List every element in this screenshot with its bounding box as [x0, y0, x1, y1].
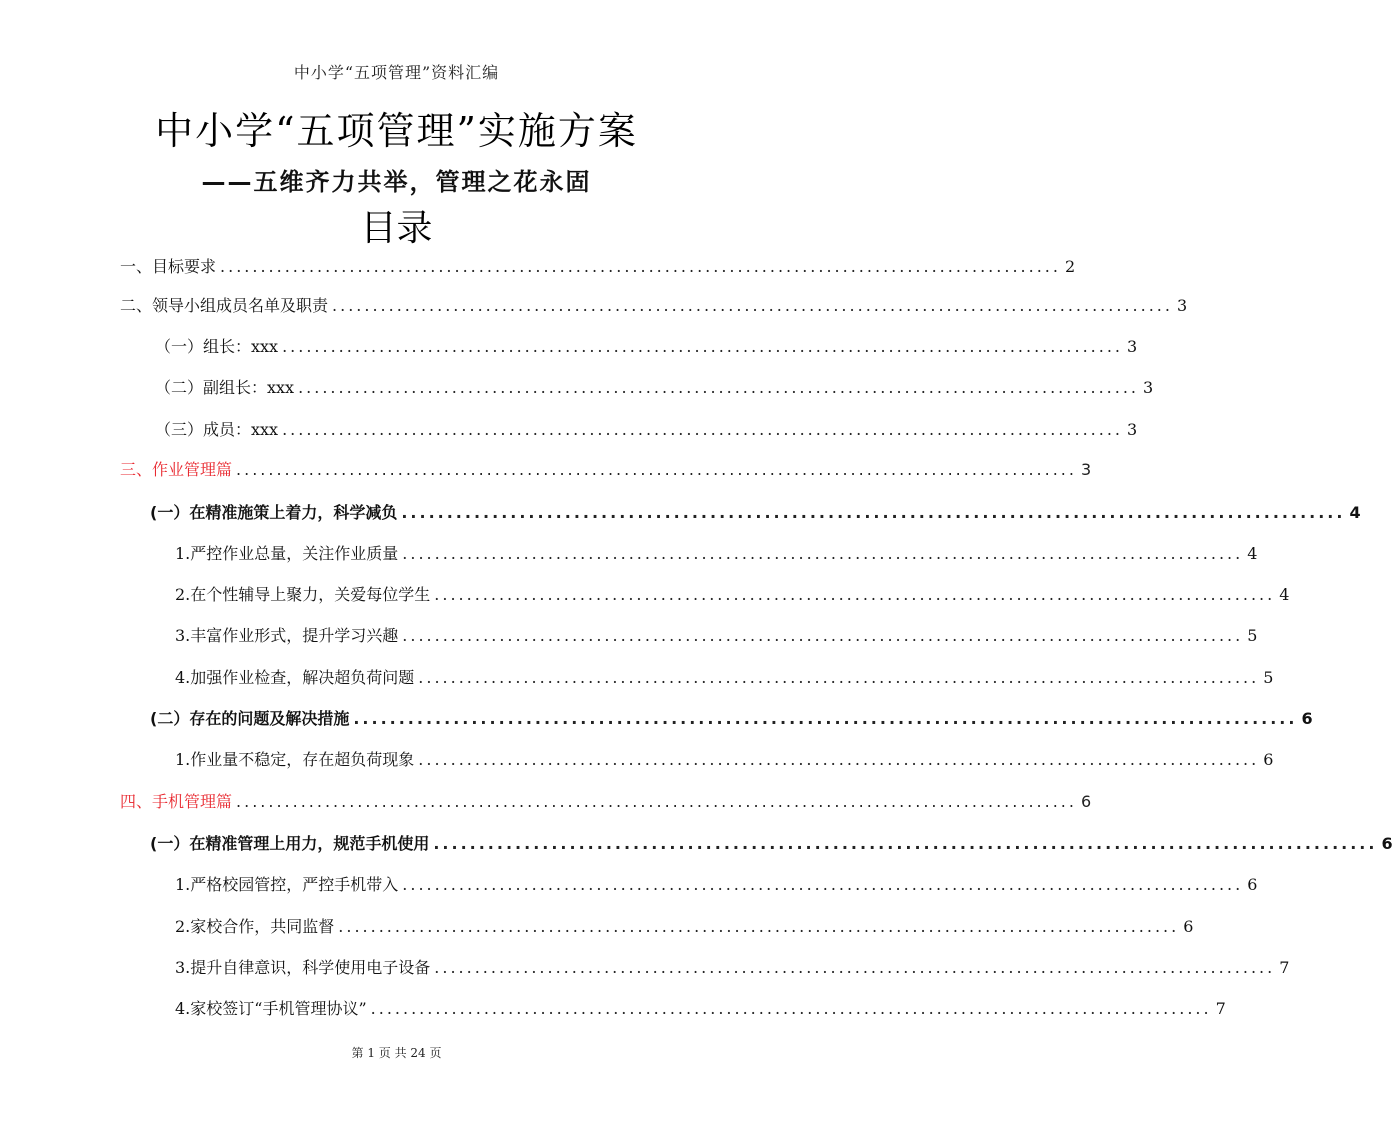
toc-entry-label: 1.严控作业总量，关注作业质量 [175, 544, 399, 563]
toc-leader-dots: ........................................................................................................ [418, 750, 1260, 769]
toc-entry-page: 6 [1247, 875, 1258, 894]
toc-entry-page: 3 [1176, 296, 1188, 315]
toc-leader-dots: ........................................................................................................ [236, 792, 1077, 811]
toc-entry-label: 2.家校合作，共同监督 [175, 917, 335, 936]
toc-entry-label: (一）在精准管理上用力，规范手机使用 [150, 834, 430, 853]
toc-section-entry[interactable] [120, 458, 1092, 482]
toc-entry[interactable] [175, 956, 1290, 980]
toc-entry-page: 3 [1143, 378, 1154, 397]
toc-entry[interactable] [150, 832, 1393, 856]
toc-leader-dots: ........................................................................................................ [434, 585, 1276, 604]
toc-leader-dots: ........................................................................................................ [370, 999, 1212, 1018]
toc-entry-label: 2.在个性辅导上聚力，关爱每位学生 [175, 585, 431, 604]
toc-entry[interactable] [175, 666, 1274, 690]
toc-entry-page: 5 [1247, 626, 1258, 645]
toc-entry-label: 四、手机管理篇 [120, 792, 233, 811]
toc-entry-label: 3.提升自律意识，科学使用电子设备 [175, 958, 431, 977]
toc-entry[interactable] [155, 376, 1154, 400]
toc-entry-label: 1.作业量不稳定，存在超负荷现象 [175, 750, 415, 769]
toc-entry-label: 一、目标要求 [120, 257, 217, 276]
toc-entry-page: 6 [1263, 750, 1274, 769]
toc-entry[interactable] [155, 418, 1138, 442]
toc-entry-page: 6 [1301, 709, 1313, 728]
toc-entry-page: 7 [1215, 999, 1226, 1018]
toc-entry-label: (二）存在的问题及解决措施 [150, 709, 350, 728]
toc-leader-dots: ........................................................................................................ [298, 378, 1140, 397]
toc-entry-page: 4 [1247, 544, 1258, 563]
page-header: 中小学“五项管理”资料汇编 [293, 63, 500, 82]
toc-entry-label: 1.严格校园管控，严控手机带入 [175, 875, 399, 894]
toc-entry[interactable] [175, 997, 1226, 1021]
toc-entry[interactable] [175, 915, 1194, 939]
toc-section-entry[interactable] [120, 790, 1092, 814]
toc-entry-label: 3.丰富作业形式，提升学习兴趣 [175, 626, 399, 645]
toc-entry-label: （三）成员：xxx [155, 420, 279, 439]
toc-leader-dots: ........................................................................................................ [401, 503, 1346, 522]
toc-entry-label: （二）副组长：xxx [155, 378, 295, 397]
toc-entry-page: 7 [1279, 958, 1290, 977]
toc-leader-dots: ........................................................................................................ [236, 460, 1077, 479]
toc-leader-dots: ........................................................................................................ [220, 257, 1061, 276]
toc-entry[interactable] [150, 707, 1313, 731]
toc-leader-dots: ........................................................................................................ [434, 958, 1276, 977]
toc-entry[interactable] [175, 873, 1258, 897]
toc-entry-label: 4.家校签订“手机管理协议” [175, 999, 367, 1018]
toc-entry-page: 4 [1279, 585, 1290, 604]
toc-entry[interactable] [155, 335, 1138, 359]
toc-entry[interactable] [120, 255, 1076, 279]
toc-leader-dots: ........................................................................................................ [332, 296, 1173, 315]
toc-entry-page: 3 [1127, 337, 1138, 356]
toc-entry-label: （一）组长：xxx [155, 337, 279, 356]
toc-leader-dots: ........................................................................................................ [402, 626, 1244, 645]
document-subtitle: ——五维齐力共举，管理之花永固 [201, 168, 592, 196]
toc-entry-page: 2 [1064, 257, 1076, 276]
toc-entry[interactable] [175, 624, 1258, 648]
toc-entry-page: 6 [1381, 834, 1393, 853]
toc-entry[interactable] [120, 294, 1188, 318]
toc-leader-dots: ........................................................................................................ [433, 834, 1378, 853]
toc-leader-dots: ........................................................................................................ [338, 917, 1180, 936]
toc-leader-dots: ........................................................................................................ [418, 668, 1260, 687]
toc-entry[interactable] [175, 583, 1290, 607]
toc-heading: 目录 [360, 208, 433, 249]
toc-entry-page: 3 [1127, 420, 1138, 439]
document-title: 中小学“五项管理”实施方案 [155, 109, 638, 153]
page-footer: 第 1 页 共 24 页 [351, 1046, 442, 1060]
toc-entry-label: 4.加强作业检查，解决超负荷问题 [175, 668, 415, 687]
toc-entry-label: 三、作业管理篇 [120, 460, 233, 479]
toc-entry[interactable] [150, 501, 1361, 525]
toc-entry-page: 5 [1263, 668, 1274, 687]
toc-leader-dots: ........................................................................................................ [282, 337, 1124, 356]
toc-entry-label: (一）在精准施策上着力，科学减负 [150, 503, 398, 522]
toc-entry-page: 4 [1349, 503, 1361, 522]
toc-leader-dots: ........................................................................................................ [282, 420, 1124, 439]
toc-entry[interactable] [175, 542, 1258, 566]
toc-entry-page: 3 [1080, 460, 1092, 479]
toc-leader-dots: ........................................................................................................ [402, 875, 1244, 894]
toc-leader-dots: ........................................................................................................ [402, 544, 1244, 563]
toc-entry-page: 6 [1080, 792, 1092, 811]
toc-entry[interactable] [175, 748, 1274, 772]
toc-entry-page: 6 [1183, 917, 1194, 936]
toc-entry-label: 二、领导小组成员名单及职责 [120, 296, 329, 315]
toc-leader-dots: ........................................................................................................ [353, 709, 1298, 728]
